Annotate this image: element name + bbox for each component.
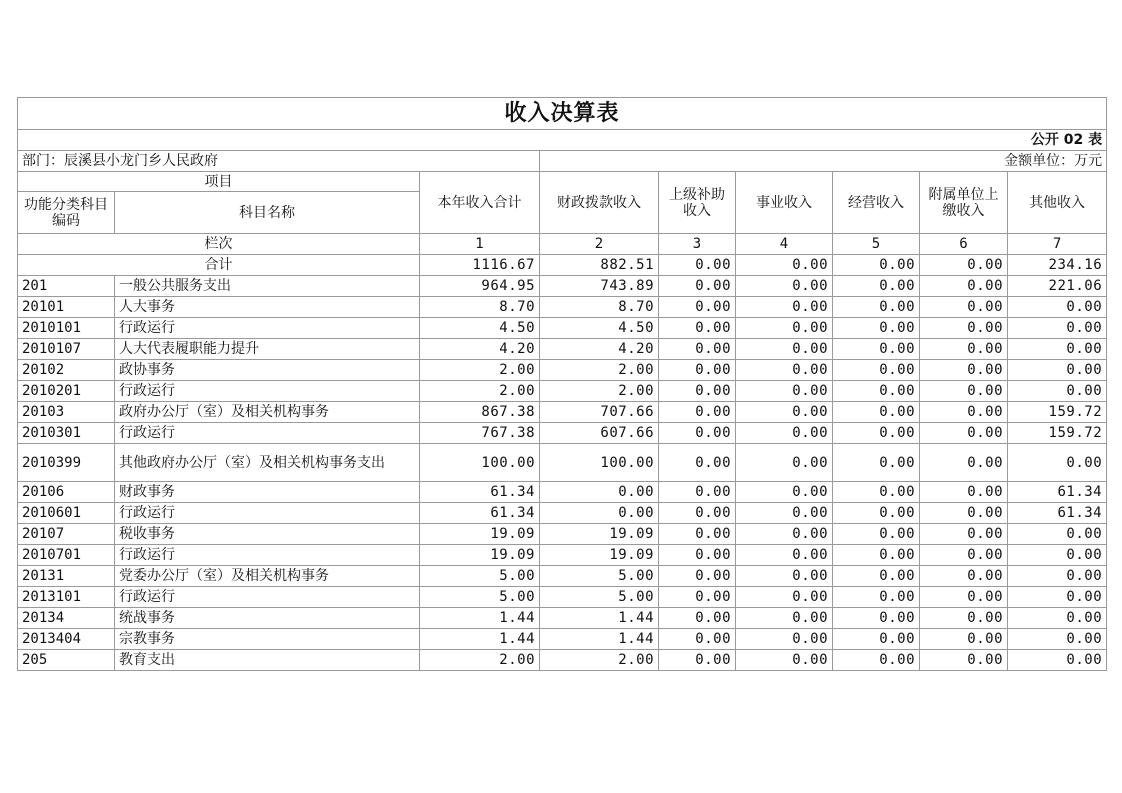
total-label: 合计 <box>18 255 420 276</box>
subject-code: 20131 <box>18 566 115 587</box>
amount-cell: 1.44 <box>420 608 540 629</box>
amount-cell: 0.00 <box>736 360 833 381</box>
header-affiliated-income: 附属单位上缴收入 <box>920 172 1008 234</box>
amount-cell: 0.00 <box>920 339 1008 360</box>
column-index: 2 <box>540 234 659 255</box>
amount-cell: 0.00 <box>659 566 736 587</box>
amount-cell: 0.00 <box>833 629 920 650</box>
amount-cell: 0.00 <box>833 650 920 671</box>
amount-cell: 0.00 <box>736 566 833 587</box>
header-function-code: 功能分类科目编码 <box>18 192 115 234</box>
total-value: 0.00 <box>736 255 833 276</box>
amount-cell: 0.00 <box>659 402 736 423</box>
amount-cell: 0.00 <box>736 402 833 423</box>
amount-cell: 1.44 <box>540 629 659 650</box>
amount-cell: 0.00 <box>1008 587 1107 608</box>
amount-cell: 0.00 <box>659 587 736 608</box>
amount-cell: 2.00 <box>540 650 659 671</box>
table-row <box>18 587 1107 608</box>
amount-cell: 4.50 <box>420 318 540 339</box>
amount-cell: 0.00 <box>659 423 736 444</box>
column-index: 5 <box>833 234 920 255</box>
amount-cell: 0.00 <box>659 339 736 360</box>
subject-code: 205 <box>18 650 115 671</box>
table-row <box>18 608 1107 629</box>
amount-cell: 0.00 <box>1008 444 1107 482</box>
amount-cell: 0.00 <box>736 545 833 566</box>
amount-cell: 0.00 <box>833 402 920 423</box>
amount-cell: 0.00 <box>920 423 1008 444</box>
amount-cell: 0.00 <box>659 297 736 318</box>
subject-name: 人大事务 <box>115 297 420 318</box>
subject-code: 20103 <box>18 402 115 423</box>
amount-cell: 0.00 <box>920 482 1008 503</box>
header-business-income: 事业收入 <box>736 172 833 234</box>
table-row <box>18 444 1107 482</box>
amount-cell: 1.44 <box>420 629 540 650</box>
amount-cell: 19.09 <box>540 545 659 566</box>
subject-code: 2010101 <box>18 318 115 339</box>
amount-cell: 1.44 <box>540 608 659 629</box>
amount-cell: 0.00 <box>1008 650 1107 671</box>
amount-cell: 5.00 <box>540 566 659 587</box>
amount-cell: 0.00 <box>736 276 833 297</box>
amount-cell: 867.38 <box>420 402 540 423</box>
amount-cell: 0.00 <box>736 423 833 444</box>
amount-cell: 0.00 <box>659 608 736 629</box>
total-value: 0.00 <box>920 255 1008 276</box>
amount-cell: 0.00 <box>659 482 736 503</box>
amount-cell: 8.70 <box>540 297 659 318</box>
amount-cell: 607.66 <box>540 423 659 444</box>
amount-cell: 100.00 <box>540 444 659 482</box>
column-index: 6 <box>920 234 1008 255</box>
column-index: 7 <box>1008 234 1107 255</box>
amount-cell: 0.00 <box>736 503 833 524</box>
amount-cell: 743.89 <box>540 276 659 297</box>
amount-cell: 0.00 <box>1008 381 1107 402</box>
table-row <box>18 381 1107 402</box>
amount-cell: 0.00 <box>1008 608 1107 629</box>
amount-cell: 0.00 <box>833 444 920 482</box>
income-final-accounts-sheet <box>17 97 1106 671</box>
amount-cell: 0.00 <box>1008 360 1107 381</box>
amount-cell: 4.20 <box>540 339 659 360</box>
amount-cell: 5.00 <box>540 587 659 608</box>
amount-cell: 0.00 <box>659 629 736 650</box>
amount-cell: 0.00 <box>920 545 1008 566</box>
header-project: 项目 <box>18 172 420 192</box>
amount-cell: 0.00 <box>1008 566 1107 587</box>
amount-cell: 19.09 <box>420 545 540 566</box>
amount-cell: 61.34 <box>1008 503 1107 524</box>
subject-code: 2010399 <box>18 444 115 482</box>
amount-cell: 2.00 <box>540 381 659 402</box>
subject-name: 其他政府办公厅（室）及相关机构事务支出 <box>115 444 420 482</box>
amount-cell: 61.34 <box>420 482 540 503</box>
amount-cell: 0.00 <box>1008 524 1107 545</box>
table-row <box>18 276 1107 297</box>
amount-cell: 964.95 <box>420 276 540 297</box>
amount-cell: 0.00 <box>1008 297 1107 318</box>
form-number: 公开 02 表 <box>18 130 1107 151</box>
amount-cell: 19.09 <box>420 524 540 545</box>
amount-cell: 0.00 <box>659 318 736 339</box>
amount-cell: 0.00 <box>833 318 920 339</box>
table-row <box>18 524 1107 545</box>
subject-code: 2013101 <box>18 587 115 608</box>
subject-name: 行政运行 <box>115 503 420 524</box>
amount-cell: 0.00 <box>1008 339 1107 360</box>
table-row <box>18 545 1107 566</box>
amount-cell: 0.00 <box>920 650 1008 671</box>
amount-cell: 0.00 <box>736 297 833 318</box>
subject-name: 行政运行 <box>115 318 420 339</box>
header-fiscal-appropriation: 财政拨款收入 <box>540 172 659 234</box>
table-row <box>18 360 1107 381</box>
subject-name: 行政运行 <box>115 587 420 608</box>
amount-cell: 0.00 <box>736 524 833 545</box>
amount-cell: 0.00 <box>736 587 833 608</box>
amount-cell: 0.00 <box>833 360 920 381</box>
subject-name: 党委办公厅（室）及相关机构事务 <box>115 566 420 587</box>
table-row <box>18 482 1107 503</box>
table-row <box>18 423 1107 444</box>
subject-name: 行政运行 <box>115 545 420 566</box>
amount-cell: 2.00 <box>420 650 540 671</box>
amount-cell: 8.70 <box>420 297 540 318</box>
amount-cell: 0.00 <box>736 339 833 360</box>
table-row <box>18 629 1107 650</box>
amount-cell: 0.00 <box>736 482 833 503</box>
amount-cell: 0.00 <box>833 545 920 566</box>
column-index-label: 栏次 <box>18 234 420 255</box>
table-title: 收入决算表 <box>18 98 1107 130</box>
amount-cell: 0.00 <box>736 318 833 339</box>
amount-cell: 0.00 <box>920 566 1008 587</box>
amount-cell: 0.00 <box>540 482 659 503</box>
amount-cell: 0.00 <box>920 503 1008 524</box>
amount-cell: 0.00 <box>920 524 1008 545</box>
amount-cell: 0.00 <box>659 381 736 402</box>
table-row <box>18 297 1107 318</box>
header-superior-subsidy: 上级补助收入 <box>659 172 736 234</box>
amount-cell: 0.00 <box>920 444 1008 482</box>
amount-cell: 0.00 <box>659 276 736 297</box>
amount-cell: 0.00 <box>540 503 659 524</box>
subject-code: 2010201 <box>18 381 115 402</box>
subject-name: 政府办公厅（室）及相关机构事务 <box>115 402 420 423</box>
amount-cell: 0.00 <box>736 650 833 671</box>
amount-cell: 707.66 <box>540 402 659 423</box>
subject-code: 20101 <box>18 297 115 318</box>
column-index-row <box>18 234 1107 255</box>
amount-cell: 0.00 <box>833 524 920 545</box>
subject-name: 税收事务 <box>115 524 420 545</box>
subject-code: 2010301 <box>18 423 115 444</box>
amount-cell: 2.00 <box>420 381 540 402</box>
column-index: 3 <box>659 234 736 255</box>
amount-cell: 0.00 <box>920 297 1008 318</box>
subject-name: 行政运行 <box>115 423 420 444</box>
subject-name: 政协事务 <box>115 360 420 381</box>
amount-cell: 2.00 <box>420 360 540 381</box>
amount-cell: 221.06 <box>1008 276 1107 297</box>
subject-name: 教育支出 <box>115 650 420 671</box>
total-value: 0.00 <box>833 255 920 276</box>
amount-cell: 0.00 <box>920 318 1008 339</box>
subject-code: 20107 <box>18 524 115 545</box>
amount-cell: 0.00 <box>920 629 1008 650</box>
amount-cell: 0.00 <box>833 587 920 608</box>
amount-cell: 0.00 <box>920 381 1008 402</box>
amount-cell: 0.00 <box>920 360 1008 381</box>
total-value: 1116.67 <box>420 255 540 276</box>
amount-cell: 0.00 <box>920 402 1008 423</box>
header-other-income: 其他收入 <box>1008 172 1107 234</box>
amount-cell: 0.00 <box>659 444 736 482</box>
amount-cell: 0.00 <box>659 503 736 524</box>
amount-cell: 0.00 <box>920 608 1008 629</box>
amount-cell: 61.34 <box>420 503 540 524</box>
amount-cell: 0.00 <box>1008 545 1107 566</box>
amount-cell: 0.00 <box>833 608 920 629</box>
amount-cell: 767.38 <box>420 423 540 444</box>
amount-cell: 19.09 <box>540 524 659 545</box>
subject-name: 人大代表履职能力提升 <box>115 339 420 360</box>
amount-cell: 0.00 <box>736 608 833 629</box>
amount-cell: 0.00 <box>833 566 920 587</box>
amount-cell: 0.00 <box>659 545 736 566</box>
amount-cell: 0.00 <box>920 276 1008 297</box>
amount-cell: 0.00 <box>920 587 1008 608</box>
table-row <box>18 503 1107 524</box>
amount-cell: 0.00 <box>833 276 920 297</box>
amount-cell: 0.00 <box>833 482 920 503</box>
amount-cell: 0.00 <box>659 360 736 381</box>
amount-cell: 0.00 <box>833 423 920 444</box>
amount-cell: 5.00 <box>420 587 540 608</box>
amount-cell: 0.00 <box>736 629 833 650</box>
table-row <box>18 650 1107 671</box>
subject-name: 一般公共服务支出 <box>115 276 420 297</box>
amount-cell: 0.00 <box>736 381 833 402</box>
table-row <box>18 318 1107 339</box>
amount-cell: 0.00 <box>1008 629 1107 650</box>
amount-cell: 0.00 <box>833 381 920 402</box>
total-value: 0.00 <box>659 255 736 276</box>
amount-cell: 0.00 <box>659 650 736 671</box>
total-value: 234.16 <box>1008 255 1107 276</box>
unit-label: 金额单位：万元 <box>540 151 1107 172</box>
subject-code: 2010701 <box>18 545 115 566</box>
amount-cell: 0.00 <box>833 339 920 360</box>
column-index: 1 <box>420 234 540 255</box>
amount-cell: 159.72 <box>1008 423 1107 444</box>
header-subject-name: 科目名称 <box>115 192 420 234</box>
amount-cell: 0.00 <box>1008 318 1107 339</box>
subject-code: 20134 <box>18 608 115 629</box>
amount-cell: 0.00 <box>833 297 920 318</box>
subject-name: 财政事务 <box>115 482 420 503</box>
amount-cell: 5.00 <box>420 566 540 587</box>
amount-cell: 4.20 <box>420 339 540 360</box>
table-row <box>18 339 1107 360</box>
subject-code: 2013404 <box>18 629 115 650</box>
header-total-income: 本年收入合计 <box>420 172 540 234</box>
amount-cell: 4.50 <box>540 318 659 339</box>
amount-cell: 0.00 <box>833 503 920 524</box>
subject-code: 201 <box>18 276 115 297</box>
subject-code: 20102 <box>18 360 115 381</box>
total-row <box>18 255 1107 276</box>
amount-cell: 0.00 <box>736 444 833 482</box>
income-table <box>17 97 1107 671</box>
amount-cell: 61.34 <box>1008 482 1107 503</box>
subject-name: 宗教事务 <box>115 629 420 650</box>
subject-code: 2010107 <box>18 339 115 360</box>
column-index: 4 <box>736 234 833 255</box>
subject-name: 行政运行 <box>115 381 420 402</box>
amount-cell: 2.00 <box>540 360 659 381</box>
table-row <box>18 402 1107 423</box>
table-row <box>18 566 1107 587</box>
amount-cell: 159.72 <box>1008 402 1107 423</box>
total-value: 882.51 <box>540 255 659 276</box>
amount-cell: 0.00 <box>659 524 736 545</box>
subject-code: 20106 <box>18 482 115 503</box>
amount-cell: 100.00 <box>420 444 540 482</box>
department-label: 部门：辰溪县小龙门乡人民政府 <box>18 151 540 172</box>
header-operating-income: 经营收入 <box>833 172 920 234</box>
subject-code: 2010601 <box>18 503 115 524</box>
subject-name: 统战事务 <box>115 608 420 629</box>
